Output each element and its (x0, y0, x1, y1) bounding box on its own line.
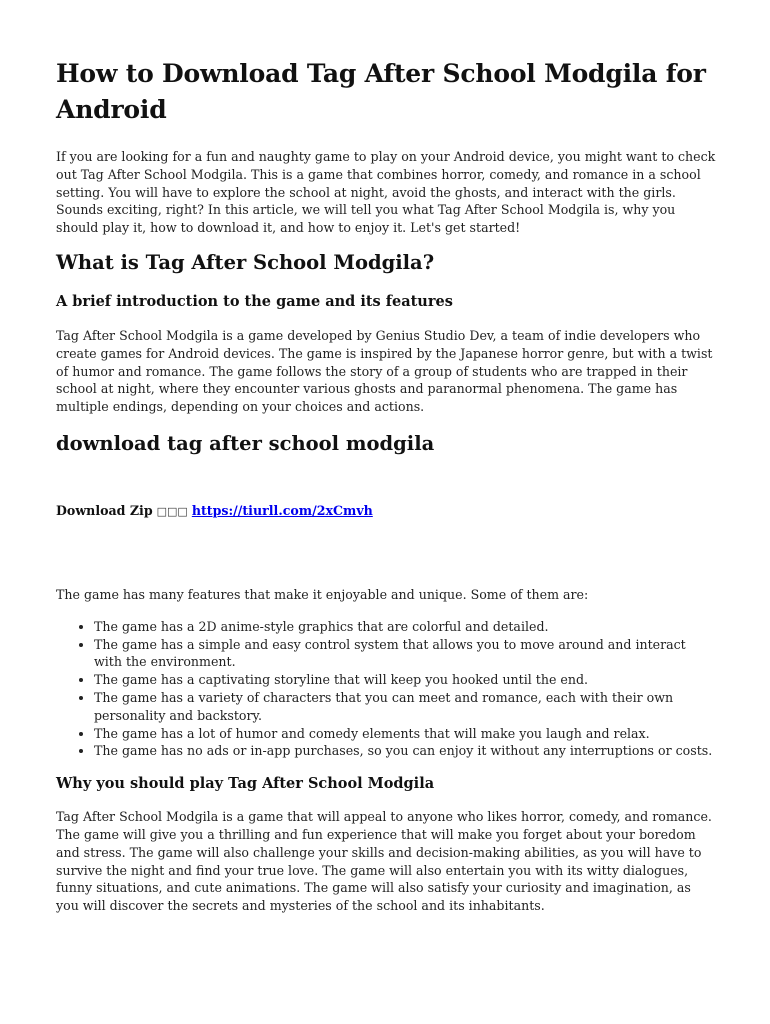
download-heading: download tag after school modgila (56, 431, 435, 455)
page-title: How to Download Tag After School Modgila for Android (56, 59, 706, 124)
intro-paragraph: If you are looking for a fun and naughty game to play on your Android device, you might want to check out Tag After School Modgila. This is a game that combines horror, comedy, and romance in a school setting. You will have to explore the school at night, avoid the ghosts, and interact with the girls. Sounds exciting, right? In this article, we will tell you what Tag After School Modgila is, why you should play it, how to download it, and how to enjoy it. Let's get started! (56, 149, 716, 236)
download-row (56, 502, 716, 521)
list-item: • The game has a 2D anime-style graphics that are colorful and detailed. (94, 618, 716, 636)
list-item: • The game has no ads or in-app purchases, so you can enjoy it without any interruptions or costs. (94, 742, 716, 760)
features-list (56, 618, 716, 760)
what-heading: What is Tag After School Modgila? (56, 250, 435, 274)
brief-heading: A brief introduction to the game and its features (56, 292, 453, 310)
list-item: • The game has a simple and easy control system that allows you to move around and interact with the environment. (94, 636, 716, 672)
download-arrows-glyph: □□□ (156, 504, 188, 518)
brief-paragraph: Tag After School Modgila is a game developed by Genius Studio Dev, a team of indie developers who create games for Android devices. The game is inspired by the Japanese horror genre, but with a twist of humor and romance. The game follows the story of a group of students who are trapped in their school at night, where they encounter various ghosts and paranormal phenomena. The game has multiple endings, depending on your choices and actions. (56, 327, 713, 415)
why-paragraph: Tag After School Modgila is a game that will appeal to anyone who likes horror, comedy, and romance. The game will give you a thrilling and fun experience that will make you forget about your boredom and stress. The game will also challenge your skills and decision-making abilities, as you will have to survive the night and find your true love. The game will also entertain you with its witty dialogues, funny situations, and cute animations. The game will also satisfy your curiosity and imagination, as you will discover the secrets and mysteries of the school and its inhabitants. (56, 809, 712, 914)
download-zip-label: Download Zip (56, 502, 153, 518)
why-heading: Why you should play Tag After School Modgila (56, 775, 435, 793)
list-item: • The game has a lot of humor and comedy elements that will make you laugh and relax. (94, 725, 716, 743)
document-page (56, 56, 716, 915)
features-intro: The game has many features that make it enjoyable and unique. Some of them are: (56, 586, 589, 602)
download-link[interactable]: https://tiurll.com/2xCmvh (191, 502, 373, 518)
list-item: • The game has a captivating storyline that will keep you hooked until the end. (94, 671, 716, 689)
list-item: • The game has a variety of characters that you can meet and romance, each with their own personality and backstory. (94, 689, 716, 725)
